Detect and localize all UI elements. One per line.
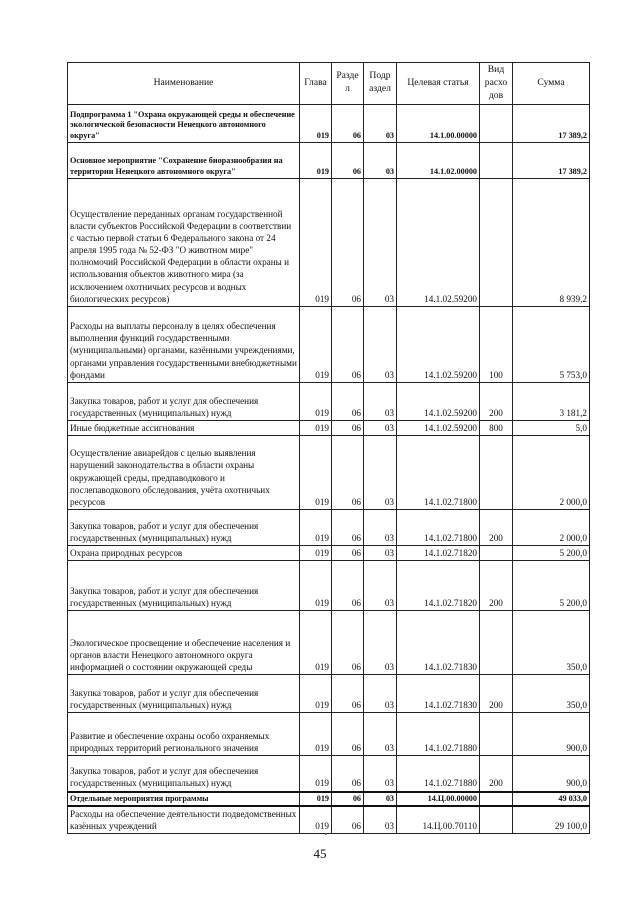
row-vid: [480, 806, 513, 834]
table-row: [68, 142, 590, 178]
table-row: [68, 435, 590, 509]
table-row: [68, 806, 590, 834]
row-razdel: 06: [332, 713, 364, 756]
row-razdel: 06: [332, 104, 364, 142]
row-razdel: 06: [332, 545, 364, 560]
row-name: Основное мероприятие "Сохранение биоразнообразия на территории Ненецкого автономного округа": [68, 142, 300, 178]
row-podrazdel: 03: [364, 806, 397, 834]
row-podrazdel: 03: [364, 104, 397, 142]
row-podrazdel: 03: [364, 142, 397, 178]
row-glava: 019: [300, 509, 332, 545]
row-glava: 019: [300, 435, 332, 509]
row-summa: 49 033,0: [513, 792, 590, 806]
row-glava: 019: [300, 611, 332, 675]
row-podrazdel: 03: [364, 756, 397, 792]
header-summa: Сумма: [513, 63, 590, 105]
scan-dot: [325, 833, 327, 835]
table-row: [68, 561, 590, 611]
row-summa: 17 389,2: [513, 104, 590, 142]
row-vid: 200: [480, 756, 513, 792]
row-glava: 019: [300, 792, 332, 806]
row-glava: 019: [300, 545, 332, 560]
row-glava: 019: [300, 306, 332, 382]
row-name: Закупка товаров, работ и услуг для обеспечения государственных (муниципальных) нужд: [68, 561, 300, 611]
row-razdel: 06: [332, 178, 364, 306]
row-name: Закупка товаров, работ и услуг для обеспечения государственных (муниципальных) нужд: [68, 675, 300, 713]
header-name: Наименование: [68, 63, 300, 105]
row-vid: [480, 792, 513, 806]
row-vid: 200: [480, 509, 513, 545]
row-razdel: 06: [332, 509, 364, 545]
header-vid: Вид расхо дов: [480, 63, 513, 105]
page-number: 45: [313, 846, 327, 861]
row-target: 14.Ц.00.70110: [397, 806, 480, 834]
row-target: 14.1.02.59200: [397, 178, 480, 306]
row-summa: 350,0: [513, 675, 590, 713]
row-podrazdel: 03: [364, 792, 397, 806]
row-razdel: 06: [332, 806, 364, 834]
row-razdel: 06: [332, 611, 364, 675]
row-podrazdel: 03: [364, 561, 397, 611]
row-podrazdel: 03: [364, 509, 397, 545]
row-summa: 900,0: [513, 756, 590, 792]
row-summa: 900,0: [513, 713, 590, 756]
table-header-row: [68, 63, 590, 105]
row-vid: [480, 142, 513, 178]
row-razdel: 06: [332, 675, 364, 713]
header-podrazdel: Подр аздел: [364, 63, 397, 105]
header-razdel: Разде л: [332, 63, 364, 105]
table-row: [68, 675, 590, 713]
row-summa: 5 200,0: [513, 561, 590, 611]
table-row: [68, 178, 590, 306]
row-podrazdel: 03: [364, 675, 397, 713]
row-name: Закупка товаров, работ и услуг для обеспечения государственных (муниципальных) нужд: [68, 509, 300, 545]
row-summa: 2 000,0: [513, 509, 590, 545]
row-summa: 5 200,0: [513, 545, 590, 560]
row-glava: 019: [300, 104, 332, 142]
header-target: Целевая статья: [397, 63, 480, 105]
row-name: Охрана природных ресурсов: [68, 545, 300, 560]
row-target: 14.1.02.71800: [397, 509, 480, 545]
row-target: 14.1.02.71830: [397, 611, 480, 675]
row-target: 14.1.00.00000: [397, 104, 480, 142]
row-target: 14.Ц.00.00000: [397, 792, 480, 806]
row-glava: 019: [300, 178, 332, 306]
row-podrazdel: 03: [364, 420, 397, 435]
row-razdel: 06: [332, 142, 364, 178]
row-razdel: 06: [332, 561, 364, 611]
budget-table: [67, 62, 590, 834]
row-vid: 200: [480, 561, 513, 611]
row-razdel: 06: [332, 435, 364, 509]
row-podrazdel: 03: [364, 611, 397, 675]
table-row: [68, 104, 590, 142]
row-razdel: 06: [332, 382, 364, 420]
row-name: Развитие и обеспечение охраны особо охраняемых природных территорий регионального значения: [68, 713, 300, 756]
row-summa: 2 000,0: [513, 435, 590, 509]
row-name: Отдельные мероприятия программы: [68, 792, 300, 806]
row-target: 14.1.02.71800: [397, 435, 480, 509]
row-target: 14.1.02.59200: [397, 420, 480, 435]
row-vid: [480, 611, 513, 675]
row-podrazdel: 03: [364, 713, 397, 756]
row-podrazdel: 03: [364, 306, 397, 382]
row-name: Расходы на выплаты персоналу в целях обеспечения выполнения функций государственными (муниципальными) органами, казёнными учреждениями, органами управления государственными внебюджетными фондами: [68, 306, 300, 382]
row-name: Экологическое просвещение и обеспечение населения и органов власти Ненецкого автономного округа информацией о состоянии окружающей среды: [68, 611, 300, 675]
row-vid: 100: [480, 306, 513, 382]
row-summa: 29 100,0: [513, 806, 590, 834]
row-razdel: 06: [332, 306, 364, 382]
row-target: 14.1.02.00000: [397, 142, 480, 178]
row-vid: 200: [480, 382, 513, 420]
row-glava: 019: [300, 675, 332, 713]
row-name: Закупка товаров, работ и услуг для обеспечения государственных (муниципальных) нужд: [68, 756, 300, 792]
row-target: 14.1.02.71880: [397, 756, 480, 792]
table-row: [68, 713, 590, 756]
row-name: Осуществление переданных органам государственной власти субъектов Российской Федерации в соответствии с частью первой статьи 6 Федерального закона от 24 апреля 1995 года № 52-ФЗ "О животном мире" полномочий Российской Федерации в области охраны и использования объектов животного мира (за исключением охотничьих ресурсов и водных биологических ресурсов): [68, 178, 300, 306]
row-target: 14.1.02.71820: [397, 545, 480, 560]
row-vid: [480, 713, 513, 756]
row-glava: 019: [300, 142, 332, 178]
row-glava: 019: [300, 713, 332, 756]
row-summa: 17 389,2: [513, 142, 590, 178]
row-razdel: 06: [332, 792, 364, 806]
row-target: 14.1.02.59200: [397, 382, 480, 420]
row-summa: 350,0: [513, 611, 590, 675]
table-row: [68, 509, 590, 545]
table-row: [68, 306, 590, 382]
table-row: [68, 756, 590, 792]
row-podrazdel: 03: [364, 382, 397, 420]
row-target: 14.1.02.71880: [397, 713, 480, 756]
row-vid: [480, 545, 513, 560]
row-podrazdel: 03: [364, 545, 397, 560]
row-glava: 019: [300, 806, 332, 834]
header-glava: Глава: [300, 63, 332, 105]
row-glava: 019: [300, 420, 332, 435]
row-razdel: 06: [332, 756, 364, 792]
row-name: Иные бюджетные ассигнования: [68, 420, 300, 435]
table-row: [68, 382, 590, 420]
row-summa: 8 939,2: [513, 178, 590, 306]
row-summa: 5 753,0: [513, 306, 590, 382]
row-glava: 019: [300, 382, 332, 420]
row-vid: 800: [480, 420, 513, 435]
row-vid: 200: [480, 675, 513, 713]
row-target: 14.1.02.71830: [397, 675, 480, 713]
table-row: [68, 545, 590, 560]
row-razdel: 06: [332, 420, 364, 435]
row-podrazdel: 03: [364, 178, 397, 306]
row-summa: 5,0: [513, 420, 590, 435]
row-name: Подпрограмма 1 "Охрана окружающей среды и обеспечение экологической безопасности Ненецкого автономного округа": [68, 104, 300, 142]
row-name: Закупка товаров, работ и услуг для обеспечения государственных (муниципальных) нужд: [68, 382, 300, 420]
row-summa: 3 181,2: [513, 382, 590, 420]
row-vid: [480, 435, 513, 509]
row-name: Расходы на обеспечение деятельности подведомственных казённых учреждений: [68, 806, 300, 834]
row-name: Осуществление авиарейдов с целью выявления нарушений законодательства в области охраны окружающей среды, предпаводкового и послепаводкового обследования, учёта охотничьих ресурсов: [68, 435, 300, 509]
table-row: [68, 611, 590, 675]
row-podrazdel: 03: [364, 435, 397, 509]
row-target: 14.1.02.59200: [397, 306, 480, 382]
table-row: [68, 792, 590, 806]
row-glava: 019: [300, 561, 332, 611]
row-glava: 019: [300, 756, 332, 792]
table-row: [68, 420, 590, 435]
row-vid: [480, 178, 513, 306]
row-target: 14.1.02.71820: [397, 561, 480, 611]
row-vid: [480, 104, 513, 142]
